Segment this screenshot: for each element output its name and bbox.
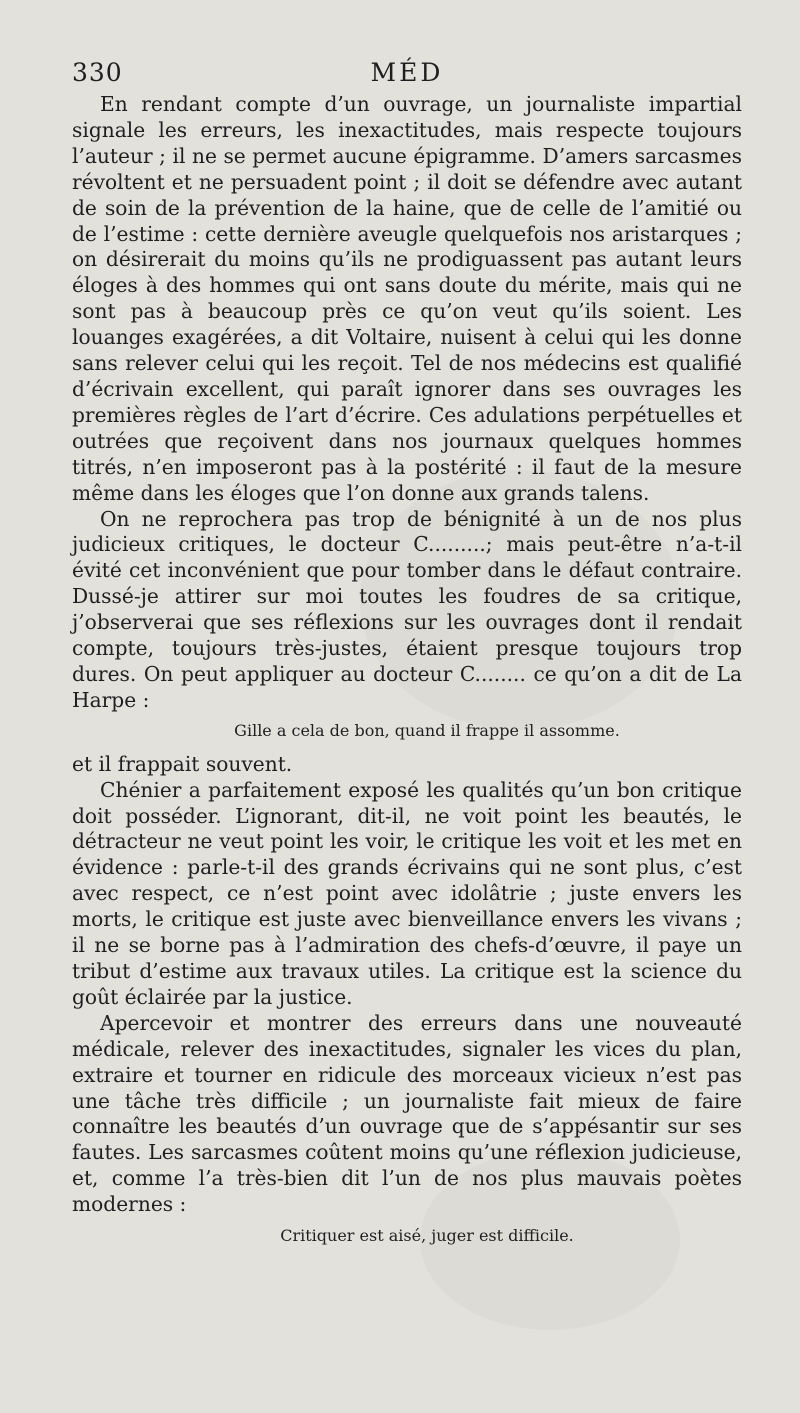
paragraph: Chénier a parfaitement exposé les qualités qu’un bon critique doit posséder. L’ignorant, dit-il, ne voit point les beautés, le détracteur ne veut point les voir, le critique les voit et les met en évidence : parle-t-il des grands écrivains qui ne sont plus, c’est avec respect, ce n’est point avec idolâtrie ; juste envers les morts, le critique est juste avec bienveillance envers les vivans ; il ne se borne pas à l’admiration des chefs-d’œuvre, il paye un tribut d’estime aux travaux utiles. La critique est la science du goût éclairée par la justice. bbox=[72, 777, 742, 1009]
verse-quote: Gille a cela de bon, quand il frappe il assomme. bbox=[234, 720, 620, 740]
paragraph: En rendant compte d’un ouvrage, un journaliste impartial signale les erreurs, les inexactitudes, mais respecte toujours l’auteur ; il ne se permet aucune épigramme. D’amers sarcasmes révoltent et ne persuadent point ; il doit se défendre avec autant de soin de la prévention de la haine, que de celle de l’amitié ou de l’estime : cette dernière aveugle quelquefois nos aristarques ; on désirerait du moins qu’ils ne prodiguassent pas autant leurs éloges à des hommes qui ont sans doute du mérite, mais qui ne sont pas à beaucoup près ce qu’on veut qu’ils soient. Les louanges exagérées, a dit Voltaire, nuisent à celui qui les donne sans relever celui qui les reçoit. Tel de nos médecins est qualifié d’écrivain excellent, qui paraît ignorer dans ses ouvrages les premières règles de l’art d’écrire. Ces adulations perpétuelles et outrées que reçoivent dans nos journaux quelques hommes titrés, n’en imposeront pas à la postérité : il faut de la mesure même dans les éloges que l’on donne aux grands talens. bbox=[72, 92, 742, 505]
paragraph: On ne reprochera pas trop de bénignité à un de nos plus judicieux critiques, le docteur C.........; mais peut-être n’a-t-il évité cet inconvénient que pour tomber dans le défaut contraire. Dussé-je attirer sur moi toutes les foudres de sa critique, j’observerai que ses réflexions sur les ouvrages dont il rendait compte, toujours très-justes, étaient presque toujours trop dures. On peut appliquer au docteur C........ ce qu’on a dit de La Harpe : bbox=[72, 506, 742, 712]
page-header bbox=[72, 58, 742, 92]
running-head: MÉD bbox=[370, 58, 444, 87]
page-number: 330 bbox=[72, 58, 123, 87]
paragraph: et il frappait souvent. bbox=[72, 751, 293, 776]
verse-quote: Critiquer est aisé, juger est difficile. bbox=[280, 1226, 574, 1246]
paragraph: Apercevoir et montrer des erreurs dans une nouveauté médicale, relever des inexactitudes, signaler les vices du plan, extraire et tourner en ridicule des morceaux vicieux n’est pas une tâche très difficile ; un journaliste fait mieux de faire connaître les beautés d’un ouvrage que de s’appésantir sur ses fautes. Les sarcasmes coûtent moins qu’une réflexion judicieuse, et, comme l’a très-bien dit l’un de nos plus mauvais poètes modernes : bbox=[72, 1010, 742, 1217]
page-body bbox=[72, 92, 742, 1257]
